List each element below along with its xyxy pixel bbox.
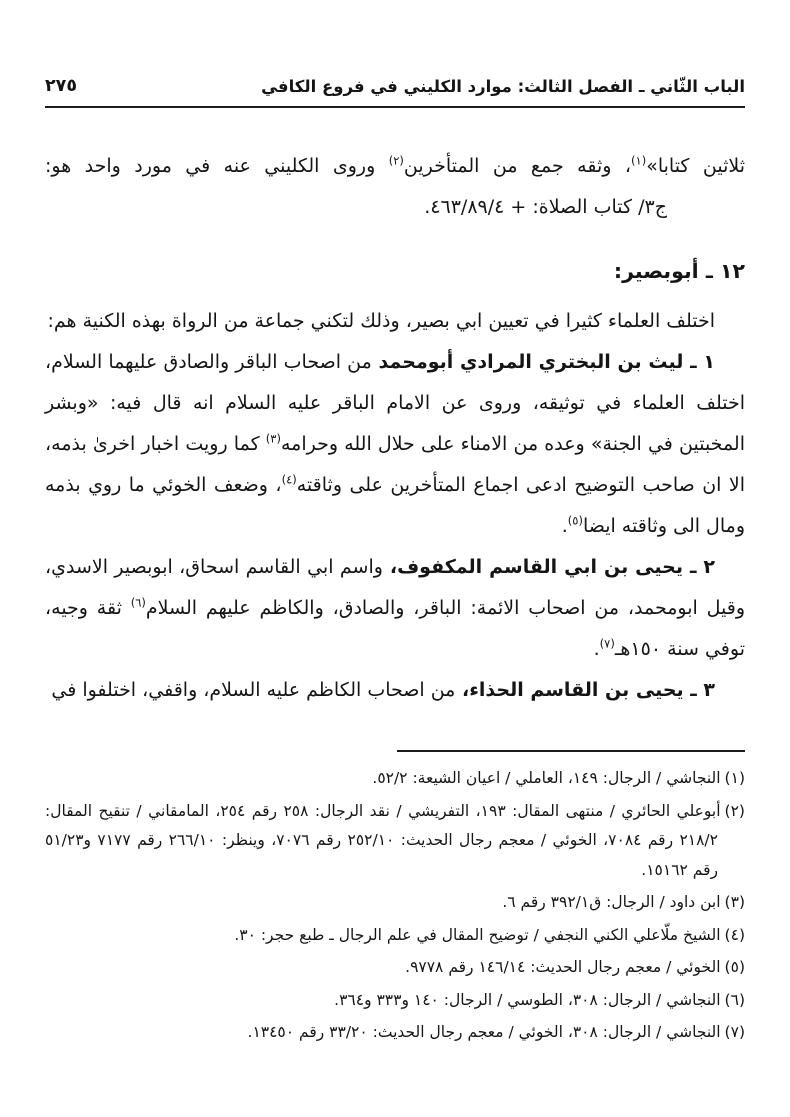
header-rule <box>45 106 745 108</box>
footnote-ref-1: (١) <box>631 153 647 168</box>
footnote-6 <box>45 986 745 1016</box>
footnote-ref-3: (٣) <box>265 431 281 446</box>
paragraph-text: من اصحاب الكاظم عليه السلام، واقفي، اختلفوا في <box>51 679 456 701</box>
footnote-marker: (٥) <box>724 958 745 976</box>
footnote-ref-7: (٧) <box>599 636 615 651</box>
footnote-text: أبوعلي الحائري / منتهى المقال: ١٩٣، التفريشي / نقد الرجال: ٢٥٨ رقم ٢٥٤، المامقاني / تنقيح المقال: ٢١٨/٢ رقم ٧٠٨٤، الخوئي / معجم رجال الحديث: ٢٥٢/١٠ رقم ٧٠٧٦، وينظر: ٢٦٦/١٠ رقم ٧١٧٧ و٥١/٢٣ رقم ١٥١٦٢. <box>45 801 721 879</box>
paragraph-text: واسم ابي القاسم اسحاق، ابوبصير الاسدي، وقيل ابومحمد، من اصحاب الائمة: الباقر، والصادق، والكاظم عليهم السلام <box>45 556 745 619</box>
footnote-marker: (٤) <box>724 925 745 944</box>
paragraph-continued <box>45 146 745 187</box>
paragraph-text: ، وثقه جمع من المتأخرين <box>403 155 632 177</box>
footnote-text: النجاشي / الرجال: ٣٠٨، الطوسي / الرجال: ١٤٠ و٣٣٣ و٣٦٤. <box>334 990 721 1009</box>
body-text <box>45 146 745 711</box>
narrator-name: ١ ـ ليث بن البختري المرادي أبومحمد <box>371 351 715 373</box>
footnote-ref-2: (٢) <box>388 153 404 168</box>
narrator-item-2 <box>45 547 745 670</box>
footnote-1 <box>45 764 745 794</box>
page-header <box>45 76 745 96</box>
paragraph-text: . <box>561 515 568 537</box>
footnote-text: الشيخ ملّاعلي الكني النجفي / توضيح المقال في علم الرجال ـ طبع حجر: ٣٠. <box>234 925 721 944</box>
paragraph-text: ثلاثين كتابا» <box>646 155 746 177</box>
chapter-title: الباب الثّاني ـ الفصل الثالث: موارد الكليني في فروع الكافي <box>261 77 745 96</box>
footnote-marker: (٦) <box>724 990 745 1009</box>
footnote-text: النجاشي / الرجال: ١٤٩، العاملي / اعيان الشيعة: ٥٢/٢. <box>372 769 721 787</box>
section-heading: ١٢ ـ أبوبصير: <box>613 259 745 283</box>
footnote-3 <box>45 888 745 918</box>
paragraph-text: كما رويت اخبار اخرىٰ بذمه، الا ان صاحب التوضيح ادعى اجماع المتأخرين على وثاقته <box>45 433 745 496</box>
page-number: ٢٧٥ <box>45 76 78 96</box>
footnote-7 <box>45 1018 745 1048</box>
footnote-4 <box>45 921 745 951</box>
footnote-5 <box>45 953 745 983</box>
footnote-marker: (١) <box>724 769 745 787</box>
footnote-marker: (٢) <box>724 801 745 820</box>
footnote-text: النجاشي / الرجال: ٣٠٨، الخوئي / معجم رجال الحديث: ٣٣/٢٠ رقم ١٣٤٥٠. <box>247 1023 721 1041</box>
footnote-ref-5: (٥) <box>567 513 583 528</box>
narrator-name: ٣ ـ يحيى بن القاسم الحذاء، <box>455 679 715 701</box>
intro-paragraph: اختلف العلماء كثيرا في تعيين ابي بصير، وذلك لتكني جماعة من الرواة بهذه الكنية هم: <box>47 310 715 332</box>
narrator-item-1 <box>45 342 745 547</box>
paragraph-text: وروى الكليني عنه في مورد واحد هو: <box>45 155 389 177</box>
footnote-ref-4: (٤) <box>281 472 297 487</box>
paragraph-text: ثقة وجيه، توفي سنة ١٥٠هـ <box>45 597 745 660</box>
footnote-marker: (٧) <box>724 1023 745 1041</box>
narrator-name: ٢ ـ يحيى بن ابي القاسم المكفوف، <box>382 556 716 578</box>
paragraph-text: . <box>593 638 600 660</box>
footnote-text: ابن داود / الرجال: ق٣٩٢/١ رقم ٦. <box>502 893 721 911</box>
narrator-item-3 <box>45 670 745 711</box>
paragraph-text: ، وضعف الخوئي ما روي بذمه ومال الى وثاقته ايضا <box>45 474 745 537</box>
footnote-text: الخوئي / معجم رجال الحديث: ١٤٦/١٤ رقم ٩٧٧٨. <box>405 958 721 976</box>
kafi-reference-line: ج٣/ كتاب الصلاة: + ٤٦٣/٨٩/٤. <box>424 196 667 218</box>
paragraph-text: من اصحاب الباقر والصادق عليهما السلام، اختلف العلماء في توثيقه، وروى عن الامام الباقر عليه السلام انه قال فيه: «وبشر المخبتين في الجنة» وعده من الامناء على حلال الله وحرامه <box>45 351 746 455</box>
footnotes-section <box>45 750 745 1051</box>
footnote-marker: (٣) <box>724 893 745 911</box>
footnote-ref-6: (٦) <box>130 595 146 610</box>
footnote-2 <box>45 797 745 886</box>
footnote-separator <box>397 750 745 752</box>
